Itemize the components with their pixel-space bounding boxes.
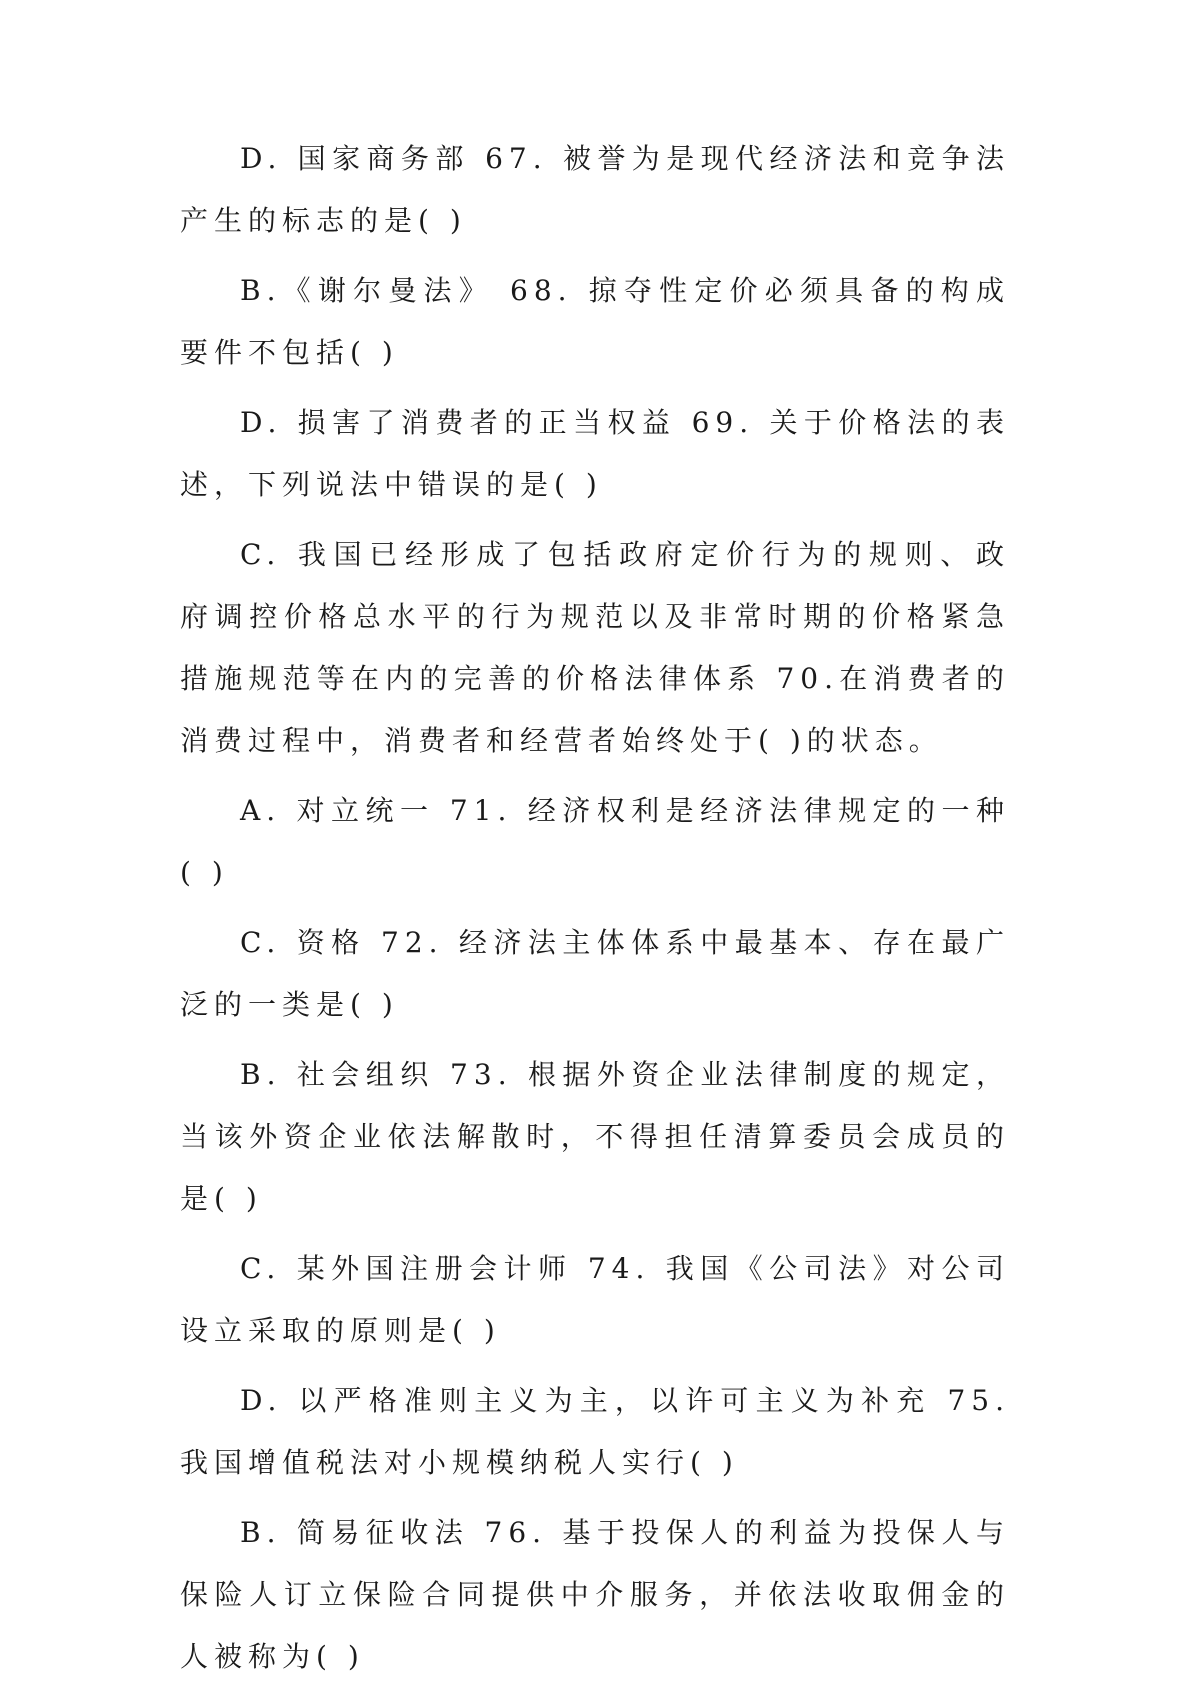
paragraph-q72: C. 资格 72. 经济法主体体系中最基本、存在最广泛的一类是( ) [180,926,1010,1021]
paragraph-q69: D. 损害了消费者的正当权益 69. 关于价格法的表述，下列说法中错误的是( ) [180,406,1010,501]
document-body [180,128,1010,1696]
paragraph-q76: B. 简易征收法 76. 基于投保人的利益为投保人与保险人订立保险合同提供中介服务，并依法收取佣金的人被称为( ) [180,1516,1010,1673]
paragraph-q68: B.《谢尔曼法》 68. 掠夺性定价必须具备的构成要件不包括( ) [180,274,1010,369]
paragraph-q73: B. 社会组织 73. 根据外资企业法律制度的规定，当该外资企业依法解散时，不得担任清算委员会成员的是( ) [180,1058,1010,1215]
paragraph-q71: A. 对立统一 71. 经济权利是经济法律规定的一种( ) [180,794,1010,889]
paragraph-q75: D. 以严格准则主义为主，以许可主义为补充 75. 我国增值税法对小规模纳税人实行( ) [180,1384,1010,1479]
paragraph-q70: C. 我国已经形成了包括政府定价行为的规则、政府调控价格总水平的行为规范以及非常时期的价格紧急措施规范等在内的完善的价格法律体系 70.在消费者的消费过程中，消费者和经营者始终处于( )的状态。 [180,538,1010,757]
paragraph-q67: D. 国家商务部 67. 被誉为是现代经济法和竞争法产生的标志的是( ) [180,142,1010,237]
paragraph-q74: C. 某外国注册会计师 74. 我国《公司法》对公司设立采取的原则是( ) [180,1252,1010,1347]
